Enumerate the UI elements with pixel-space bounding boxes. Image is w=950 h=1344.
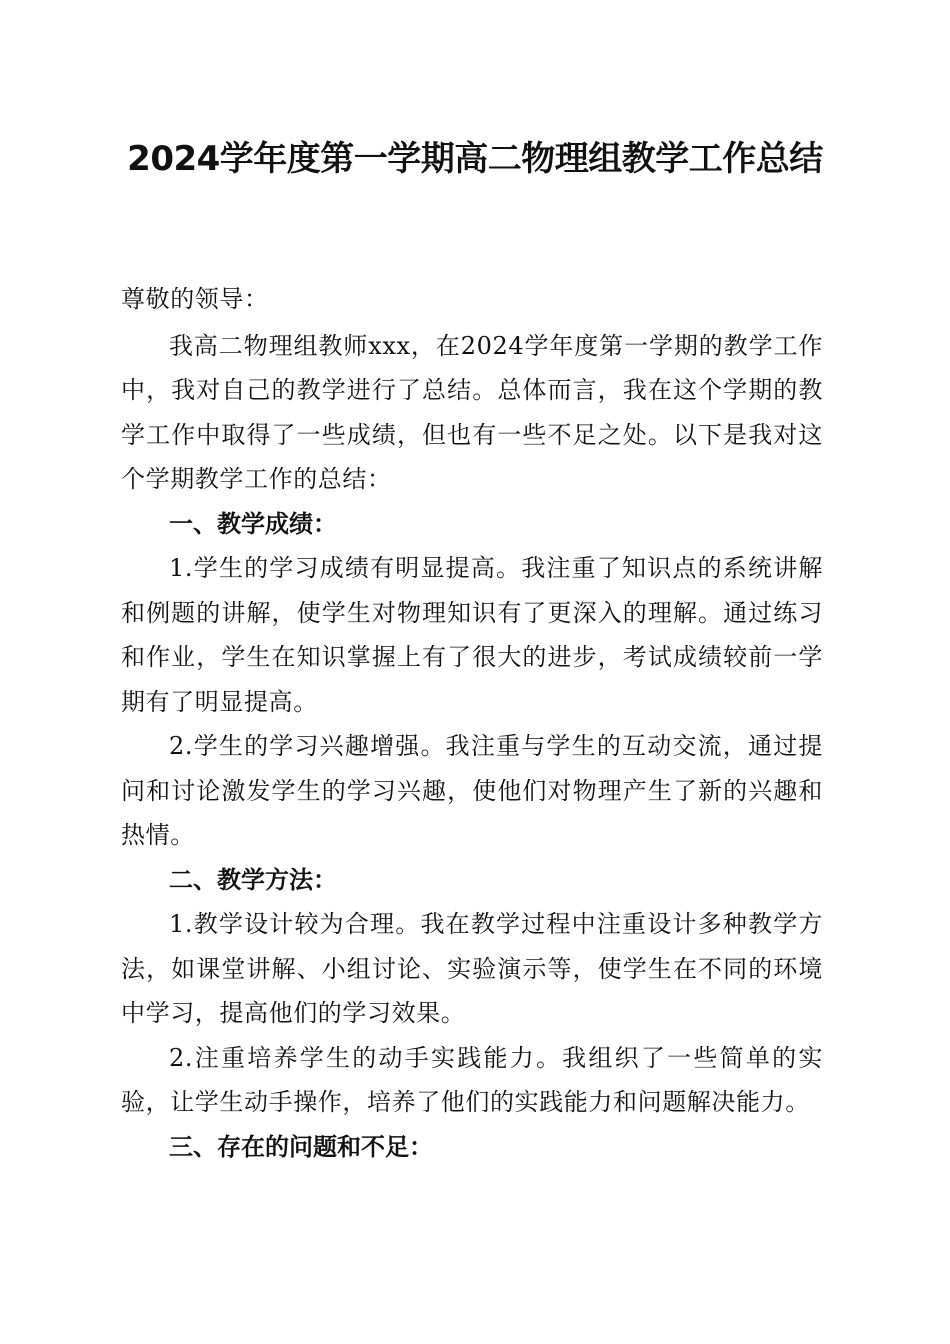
section-paragraph: 1.学生的学习成绩有明显提高。我注重了知识点的系统讲解和例题的讲解，使学生对物理知识有了更深入的理解。通过练习和作业，学生在知识掌握上有了很大的进步，考试成绩较前一学期有了明显提高。 [121,554,823,716]
section-heading-achievements: 一、教学成绩： [169,509,337,538]
salutation: 尊敬的领导： [121,285,269,313]
section-paragraph: 1.教学设计较为合理。我在教学过程中注重设计多种教学方法，如课堂讲解、小组讨论、实验演示等，使学生在不同的环境中学习，提高他们的学习效果。 [121,910,823,1027]
document-title: 2024学年度第一学期高二物理组教学工作总结 [127,139,823,179]
document-body [121,277,823,1169]
section-paragraph: 2.学生的学习兴趣增强。我注重与学生的互动交流，通过提问和讨论激发学生的学习兴趣，使他们对物理产生了新的兴趣和热情。 [121,732,823,849]
section-heading-problems: 三、存在的问题和不足： [169,1132,433,1161]
section-heading-methods: 二、教学方法： [169,865,337,894]
intro-paragraph: 我高二物理组教师xxx，在2024学年度第一学期的教学工作中，我对自己的教学进行了总结。总体而言，我在这个学期的教学工作中取得了一些成绩，但也有一些不足之处。以下是我对这个学期教学工作的总结： [121,331,823,493]
section-paragraph: 2.注重培养学生的动手实践能力。我组织了一些简单的实验，让学生动手操作，培养了他们的实践能力和问题解决能力。 [121,1043,823,1116]
